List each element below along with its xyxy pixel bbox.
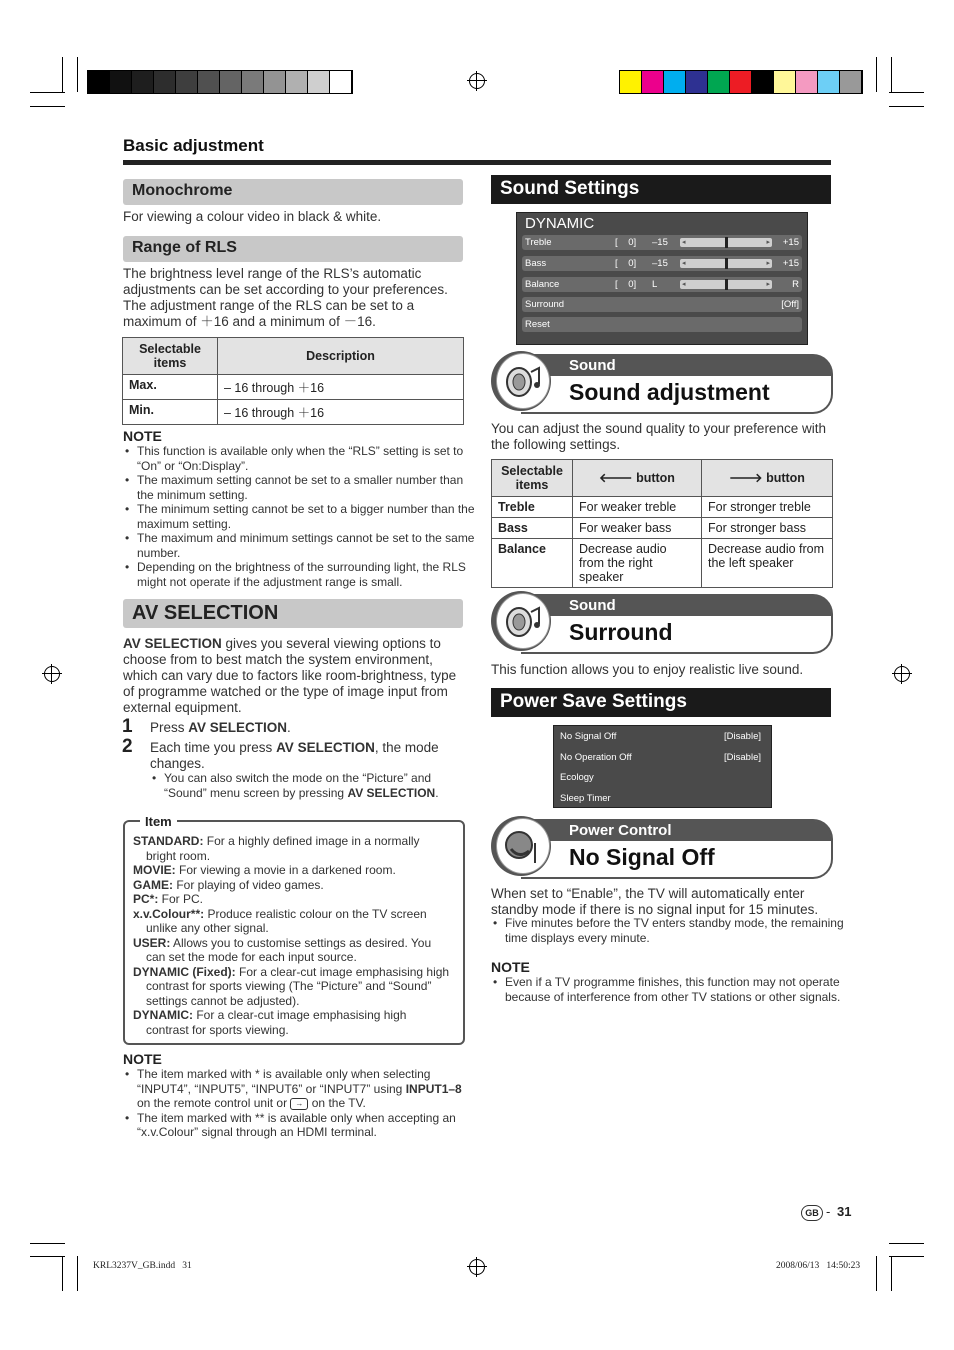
crop-mark	[30, 1256, 65, 1257]
av-item-name: STANDARD:	[133, 834, 204, 848]
osd-min: –15	[652, 258, 668, 269]
av-item	[133, 1008, 451, 1037]
osd-label: Treble	[525, 237, 552, 248]
sound-adjustment-text: You can adjust the sound quality to your preference with the following settings.	[491, 421, 826, 452]
card-top-band	[521, 596, 831, 616]
av-item-desc: For a clear-cut image emphasising high contrast for sports viewing (The “Picture” and “Sound” settings cannot be adjusted).	[146, 964, 450, 1008]
slider-right-arrow-icon: ▸	[766, 239, 770, 246]
table-cell: Decrease audio from the right speaker	[573, 539, 702, 588]
rls-note-list	[123, 444, 477, 589]
footer-file: KRL3237V_GB.indd 31	[93, 1261, 192, 1271]
color-swatch	[730, 71, 752, 93]
card-icon-circle	[491, 351, 551, 411]
gray-swatch	[286, 71, 308, 93]
section-heading: Basic adjustment	[123, 136, 264, 155]
slider-knob[interactable]	[725, 258, 728, 269]
gray-swatch	[308, 71, 330, 93]
av-note-title: NOTE	[123, 1051, 162, 1067]
table-header: Description	[218, 338, 464, 375]
av-intro-text: gives you several viewing options to choose from to best match the system environment, which can vary due to factors like room-brightness, type of programme watched or the type of image input from external equipment.	[123, 636, 457, 715]
step-text	[150, 740, 465, 772]
color-swatch	[708, 71, 730, 93]
page-number: 31	[837, 1204, 852, 1219]
card-subtitle: Sound	[569, 357, 616, 374]
color-swatch	[796, 71, 818, 93]
note-bold: INPUT1–8	[405, 1081, 462, 1096]
no-signal-note-list	[491, 975, 845, 1004]
header-rule	[123, 160, 831, 165]
osd-row-bass[interactable]	[522, 256, 802, 271]
color-bar	[619, 70, 863, 94]
step-number: 1	[122, 716, 133, 737]
av-item	[133, 965, 451, 1009]
note-text: on the remote control unit or	[137, 1096, 291, 1110]
surround-text: This function allows you to enjoy realistic live sound.	[491, 662, 804, 677]
osd-label: Ecology	[560, 772, 594, 783]
table-header: Selectable items	[492, 460, 573, 497]
av-item-desc: For PC.	[158, 892, 204, 906]
color-swatch	[840, 71, 862, 93]
card-subtitle: Sound	[569, 597, 616, 614]
av-item-name: PC*:	[133, 892, 159, 906]
card-subtitle: Power Control	[569, 822, 672, 839]
slider-left-arrow-icon: ◂	[682, 281, 686, 288]
crop-mark	[891, 57, 892, 92]
gray-swatch	[132, 71, 154, 93]
av-sub-bullet	[150, 771, 469, 800]
av-note-list	[123, 1067, 477, 1140]
list-item: • The maximum setting cannot be set to a smaller number than the minimum setting.	[137, 473, 477, 502]
table-header	[573, 460, 702, 497]
crop-mark	[77, 1256, 78, 1291]
osd-label: Surround	[525, 299, 565, 310]
list-item: • The maximum and minimum settings cannot be set to the same number.	[137, 531, 477, 560]
av-item-name: DYNAMIC:	[133, 1008, 193, 1022]
slider-right-arrow-icon: ▸	[766, 260, 770, 267]
gray-swatch	[154, 71, 176, 93]
av-item	[133, 936, 451, 965]
color-swatch	[818, 71, 840, 93]
av-item-list	[133, 834, 451, 1037]
power-save-heading: Power Save Settings	[491, 688, 831, 717]
crop-mark	[891, 1256, 892, 1291]
monochrome-text: For viewing a colour video in black & white.	[123, 209, 382, 224]
left-arrow-icon: 🡐	[599, 470, 633, 485]
step-post: .	[287, 720, 291, 735]
power-save-menu-item[interactable]	[560, 771, 761, 785]
color-swatch	[620, 71, 642, 93]
surround-card	[491, 594, 833, 652]
grayscale-bar	[87, 70, 353, 94]
list-item: • This function is available only when the “RLS” setting is set to “On” or “On:Display”.	[137, 444, 477, 473]
osd-max: +15	[782, 258, 799, 269]
sub-bullet-text: You can also switch the mode on the “Picture” and “Sound” menu screen by pressing	[164, 771, 432, 800]
table-header	[702, 460, 833, 497]
step-pre: Each time you press	[150, 740, 277, 755]
av-item	[133, 907, 451, 936]
gray-swatch	[220, 71, 242, 93]
color-swatch	[664, 71, 686, 93]
registration-mark-icon	[469, 1259, 485, 1275]
rls-note-title: NOTE	[123, 428, 162, 444]
crop-mark	[77, 57, 78, 92]
card-top-band	[521, 356, 831, 376]
header-text: button	[766, 470, 805, 485]
slider-knob[interactable]	[725, 279, 728, 290]
av-item-desc: For a highly defined image in a normally bright room.	[146, 834, 420, 863]
note-text: The item marked with * is available only when selecting “INPUT4”, “INPUT5”, “INPUT6” or “INPUT7” using	[137, 1067, 431, 1096]
card-title: Surround	[569, 619, 673, 645]
registration-mark-icon	[469, 73, 485, 89]
av-item-name: USER:	[133, 935, 171, 950]
registration-mark-icon	[44, 666, 60, 682]
table-cell: Balance	[492, 539, 573, 588]
gray-swatch	[242, 71, 264, 93]
crop-mark	[30, 1243, 65, 1244]
footer-date: 2008/06/13 14:50:23	[776, 1261, 861, 1271]
av-item-name: DYNAMIC (Fixed):	[133, 964, 236, 979]
list-item: • The item marked with ** is available only when accepting an “x.v.Colour” signal through an HDMI terminal.	[137, 1111, 477, 1140]
input-icon: →	[290, 1098, 308, 1110]
crop-mark	[62, 1256, 63, 1291]
crop-mark	[889, 1256, 924, 1257]
table-row	[492, 518, 833, 539]
table-cell: Bass	[492, 518, 573, 539]
sound-settings-heading: Sound Settings	[491, 175, 831, 204]
step-pre: Press	[150, 720, 189, 735]
table-row	[492, 497, 833, 518]
power-save-menu-item[interactable]	[560, 792, 761, 806]
monochrome-heading: Monochrome	[123, 179, 463, 205]
osd-label: Balance	[525, 279, 560, 290]
osd-max: +15	[782, 237, 799, 248]
av-item	[133, 863, 451, 878]
table-row	[123, 400, 464, 425]
gray-swatch	[176, 71, 198, 93]
osd-value: [ 0]	[615, 237, 637, 248]
sub-bullet-bold: AV SELECTION	[347, 785, 436, 800]
card-icon-circle	[491, 816, 551, 876]
osd-value: [Disable]	[724, 751, 761, 763]
av-item-desc: For playing of video games.	[173, 877, 324, 892]
card-icon-circle	[491, 591, 551, 651]
osd-value: [ 0]	[615, 279, 637, 290]
no-signal-bullets	[491, 916, 845, 945]
osd-value: [Disable]	[724, 731, 761, 742]
no-signal-note-title: NOTE	[491, 959, 530, 975]
osd-min: L	[652, 279, 658, 290]
osd-value: [ 0]	[615, 258, 637, 269]
step-post: , the mode changes.	[150, 740, 439, 771]
step-text	[150, 720, 460, 736]
card-top-band	[521, 821, 831, 841]
osd-slider[interactable]	[680, 280, 772, 289]
color-swatch	[642, 71, 664, 93]
slider-left-arrow-icon: ◂	[682, 260, 686, 267]
av-intro-bold: AV SELECTION	[123, 636, 222, 651]
av-item-name: GAME:	[133, 877, 173, 892]
note-text: on the TV.	[308, 1096, 366, 1110]
osd-min: –15	[652, 237, 668, 248]
rls-text: The brightness level range of the RLS’s automatic adjustments can be set according to your preferences. The adjustment range of the RLS can be set to a maximum of ＋16 and a minimum of －16.	[123, 266, 448, 329]
av-item	[133, 834, 451, 863]
slider-left-arrow-icon: ◂	[682, 239, 686, 246]
power-plug-icon	[496, 818, 550, 874]
step-bold: AV SELECTION	[188, 720, 288, 735]
speaker-music-icon	[496, 353, 550, 409]
power-save-menu-item[interactable]	[560, 730, 761, 744]
card-title: Sound adjustment	[569, 379, 770, 405]
speaker-music-icon	[496, 593, 550, 649]
slider-right-arrow-icon: ▸	[766, 281, 770, 288]
card-title: No Signal Off	[569, 844, 715, 870]
osd-row-treble[interactable]	[522, 235, 802, 250]
osd-slider[interactable]	[680, 259, 772, 268]
table-header: Selectable items	[123, 338, 218, 375]
osd-label: Sleep Timer	[560, 792, 611, 804]
av-item-desc: Allows you to customise settings as desired. You can set the mode for each input source.	[146, 935, 432, 964]
table-cell: Treble	[492, 497, 573, 518]
av-item-desc: For viewing a movie in a darkened room.	[175, 863, 396, 877]
osd-max: R	[792, 279, 799, 290]
list-item: • Depending on the brightness of the surrounding light, the RLS might not operate if the adjustment range is small.	[137, 560, 477, 589]
list-item: • The minimum setting cannot be set to a bigger number than the maximum setting.	[137, 502, 477, 531]
list-item	[164, 771, 469, 800]
av-item	[133, 878, 451, 893]
gray-swatch	[110, 71, 132, 93]
sub-bullet-post: .	[435, 785, 439, 800]
step-number: 2	[122, 736, 133, 757]
color-swatch	[686, 71, 708, 93]
power-save-menu-item[interactable]	[560, 751, 761, 765]
gray-swatch	[198, 71, 220, 93]
av-item-desc: Produce realistic colour on the TV screen unlike any other signal.	[146, 906, 427, 935]
osd-slider[interactable]	[680, 238, 772, 247]
osd-row-reset[interactable]	[522, 317, 802, 332]
osd-label: Reset	[525, 319, 550, 330]
gray-swatch	[264, 71, 286, 93]
osd-row-surround[interactable]	[522, 297, 802, 312]
osd-value: [Off]	[781, 299, 799, 310]
sound-osd-screen	[516, 212, 808, 345]
crop-mark	[889, 92, 924, 93]
table-row	[123, 375, 464, 400]
registration-mark-icon	[894, 666, 910, 682]
color-swatch	[752, 71, 774, 93]
region-badge: GB	[801, 1205, 823, 1221]
table-cell: Decrease audio from the left speaker	[702, 539, 833, 588]
table-cell: – 16 through ＋16	[218, 400, 464, 425]
table-cell: For stronger treble	[702, 497, 833, 518]
osd-label: No Operation Off	[560, 751, 632, 763]
osd-mode: DYNAMIC	[525, 215, 595, 232]
av-item	[133, 892, 451, 907]
crop-mark	[889, 1243, 924, 1244]
av-selection-heading: AV SELECTION	[123, 599, 463, 628]
av-item-name: MOVIE:	[133, 863, 176, 877]
page-number-separator: -	[826, 1204, 831, 1219]
osd-label: Bass	[525, 258, 547, 269]
crop-mark	[30, 92, 65, 93]
av-item-desc: For a clear-cut image emphasising high contrast for sports viewing.	[146, 1008, 407, 1037]
sound-adjustment-card	[491, 354, 833, 412]
crop-mark	[876, 1256, 877, 1291]
no-signal-card	[491, 819, 833, 877]
no-signal-text: When set to “Enable”, the TV will automatically enter standby mode if there is no signal input for 15 minutes.	[491, 886, 819, 917]
right-arrow-icon: 🡒	[729, 470, 763, 485]
av-intro	[123, 636, 468, 716]
osd-row-balance[interactable]	[522, 277, 802, 292]
header-text: button	[636, 470, 675, 485]
table-row	[492, 539, 833, 588]
table-cell: Min.	[123, 400, 218, 425]
list-item: • Even if a TV programme finishes, this function may not operate because of interference from other TV stations or other signals.	[505, 975, 845, 1004]
sound-adjustment-table	[491, 459, 833, 588]
slider-knob[interactable]	[725, 237, 728, 248]
table-cell: – 16 through ＋16	[218, 375, 464, 400]
crop-mark	[876, 57, 877, 92]
rls-heading: Range of RLS	[123, 236, 463, 262]
table-cell: For weaker bass	[573, 518, 702, 539]
gray-swatch	[88, 71, 110, 93]
power-save-osd-screen	[553, 725, 772, 808]
crop-mark	[889, 106, 924, 107]
step-bold: AV SELECTION	[276, 740, 375, 755]
item-box-label: Item	[140, 814, 177, 829]
rls-table	[122, 337, 464, 425]
list-item: • Five minutes before the TV enters standby mode, the remaining time displays every minute.	[505, 916, 845, 945]
crop-mark	[62, 57, 63, 92]
crop-mark	[30, 106, 65, 107]
color-swatch	[774, 71, 796, 93]
table-cell: For stronger bass	[702, 518, 833, 539]
osd-label: No Signal Off	[560, 731, 617, 742]
table-cell: For weaker treble	[573, 497, 702, 518]
av-item-name: x.v.Colour**:	[133, 906, 205, 921]
gray-swatch	[330, 71, 352, 93]
list-item	[137, 1067, 477, 1111]
table-cell: Max.	[123, 375, 218, 400]
